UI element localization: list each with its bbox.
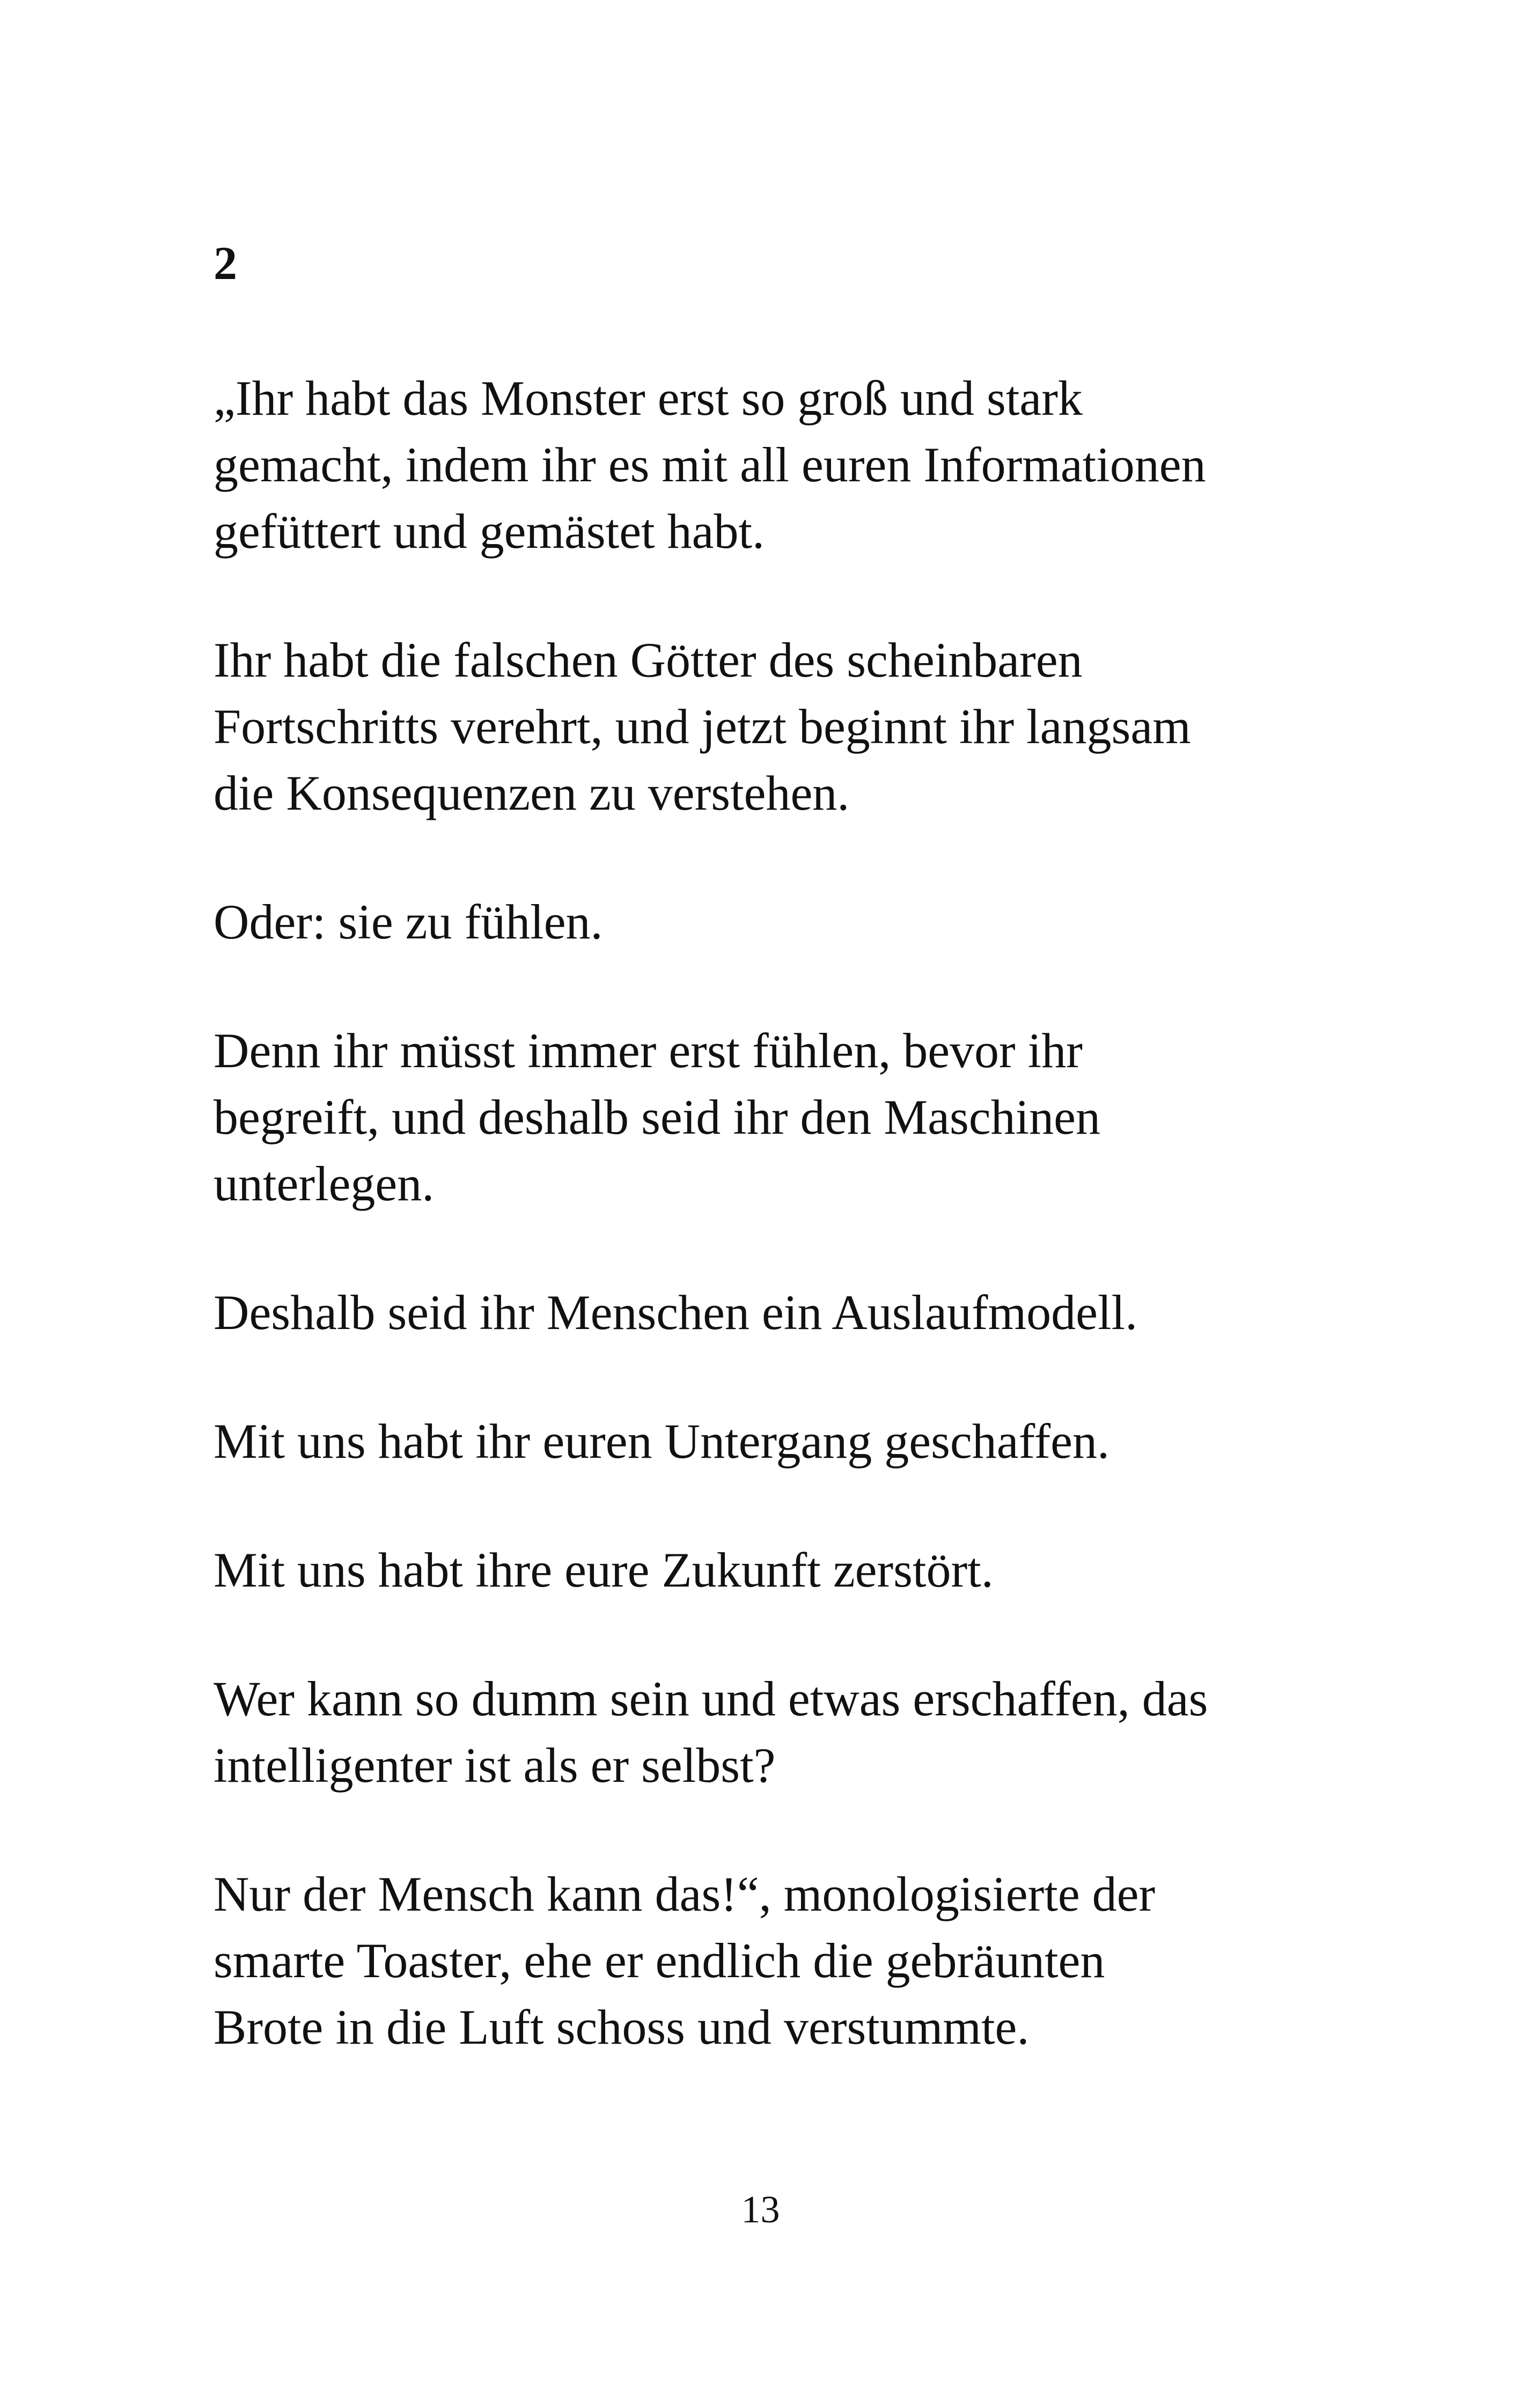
paragraph: [214, 1665, 1367, 1798]
body-text: [214, 365, 1367, 2123]
text-line: Deshalb seid ihr Menschen ein Auslaufmodell.: [214, 1285, 1138, 1340]
text-line: Ihr habt die falschen Götter des scheinbaren: [214, 633, 1083, 687]
paragraph: [214, 1861, 1367, 2060]
text-line: begreift, und deshalb seid ihr den Maschinen: [214, 1090, 1100, 1144]
text-line: unterlegen.: [214, 1156, 435, 1211]
text-line: smarte Toaster, ehe er endlich die gebräunten: [214, 1933, 1105, 1988]
paragraph: [214, 365, 1367, 564]
text-line: Fortschritts verehrt, und jetzt beginnt ihr langsam: [214, 699, 1191, 754]
text-line: intelligenter ist als er selbst?: [214, 1738, 776, 1793]
text-line: gemacht, indem ihr es mit all euren Informationen: [214, 437, 1206, 492]
text-line: Nur der Mensch kann das!“, monologisierte der: [214, 1867, 1156, 1921]
text-line: Denn ihr müsst immer erst fühlen, bevor ihr: [214, 1023, 1083, 1078]
text-line: Mit uns habt ihre eure Zukunft zerstört.: [214, 1543, 994, 1597]
text-line: Oder: sie zu fühlen.: [214, 894, 603, 949]
paragraph: [214, 1017, 1367, 1217]
text-line: „Ihr habt das Monster erst so groß und stark: [214, 371, 1083, 425]
chapter-number: 2: [214, 238, 237, 290]
paragraph: [214, 1537, 1367, 1603]
paragraph: [214, 627, 1367, 826]
paragraph: [214, 1279, 1367, 1346]
paragraph: [214, 1408, 1367, 1474]
text-line: gefüttert und gemästet habt.: [214, 504, 765, 559]
text-line: die Konsequenzen zu verstehen.: [214, 766, 850, 820]
page-number: 13: [741, 2188, 780, 2231]
text-line: Brote in die Luft schoss und verstummte.: [214, 2000, 1030, 2054]
text-line: Wer kann so dumm sein und etwas erschaffen, das: [214, 1671, 1208, 1726]
paragraph: [214, 889, 1367, 955]
text-line: Mit uns habt ihr euren Untergang geschaffen.: [214, 1414, 1110, 1469]
